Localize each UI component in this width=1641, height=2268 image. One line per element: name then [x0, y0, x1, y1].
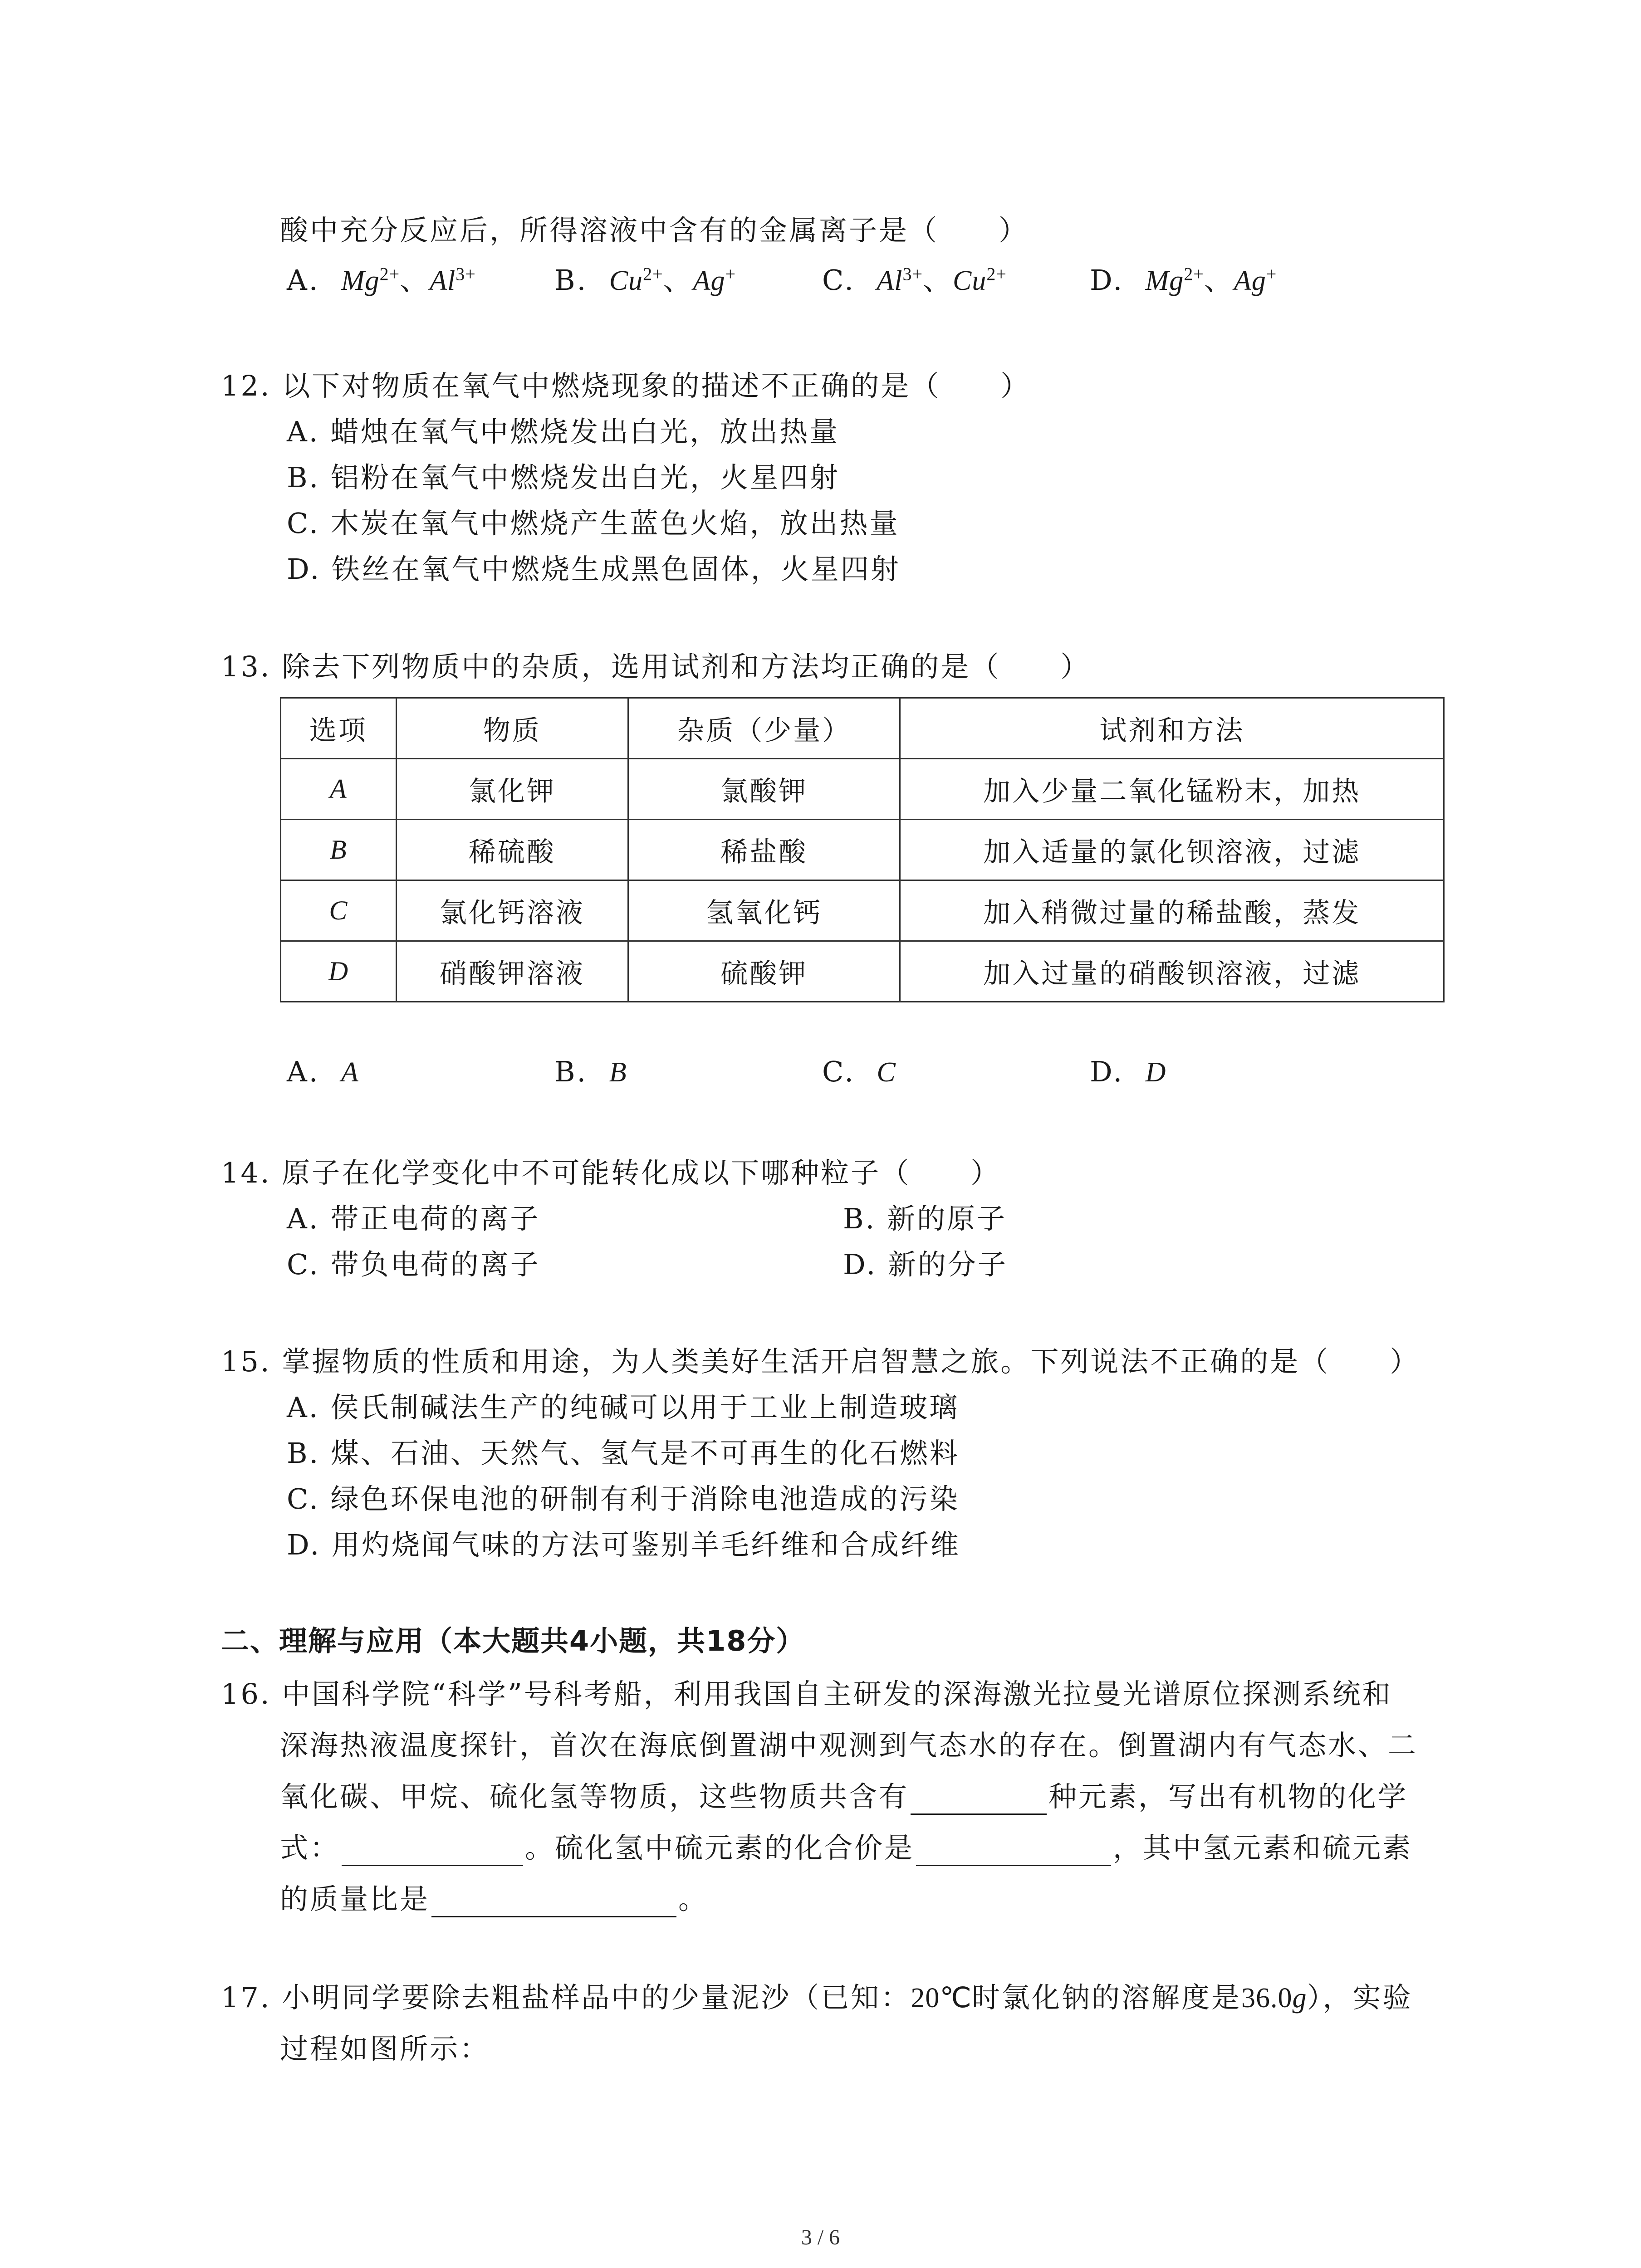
ion-formula: $Al^{3+}$ — [877, 264, 923, 296]
q13-option-a — [287, 1054, 359, 1090]
ion-formula: $Cu^{2+}$ — [953, 264, 1007, 296]
q15-option-d: D. 用灼烧闻气味的方法可鉴别羊毛纤维和合成纤维 — [287, 1528, 960, 1561]
q13-option-c — [822, 1054, 896, 1090]
table-cell: 氯化钾 — [396, 759, 628, 820]
q17-temperature: 20℃ — [911, 1983, 972, 2014]
table-cell: 氯酸钾 — [628, 759, 900, 820]
q11-option-d — [1090, 262, 1277, 299]
q14-option-a: A. 带正电荷的离子 — [287, 1202, 540, 1235]
ion-charge: 3+ — [456, 264, 476, 284]
q17-line-1 — [221, 1980, 1412, 2016]
option-label: A. — [287, 264, 320, 297]
table-cell: 氯化钙溶液 — [396, 880, 628, 941]
q16-text: 。 — [678, 1882, 709, 1916]
ion-formula: $Mg^{2+}$ — [341, 264, 400, 296]
answer-blank-element-count[interactable] — [911, 1786, 1047, 1815]
ion-charge: 3+ — [902, 264, 923, 284]
answer-blank-mass-ratio[interactable] — [431, 1889, 676, 1917]
table-cell: 加入适量的氯化钡溶液，过滤 — [900, 820, 1444, 880]
q11-stem-tail: 酸中充分反应后，所得溶液中含有的金属离子是（ ） — [280, 214, 1029, 247]
separator: 、 — [400, 264, 430, 297]
q14-option-d: D. 新的分子 — [843, 1248, 1008, 1281]
q12-option-a: A. 蜡烛在氧气中燃烧发出白光，放出热量 — [287, 415, 840, 448]
ion-charge: 2+ — [643, 264, 663, 284]
q15-option-b: B. 煤、石油、天然气、氢气是不可再生的化石燃料 — [287, 1437, 960, 1470]
q12-stem: 12. 以下对物质在氧气中燃烧现象的描述不正确的是（ ） — [221, 369, 1031, 402]
q16-line-5 — [280, 1881, 708, 1917]
table-cell-option: B — [281, 820, 397, 880]
q13-stem: 13. 除去下列物质中的杂质，选用试剂和方法均正确的是（ ） — [221, 650, 1091, 683]
table-cell: 加入过量的硝酸钡溶液，过滤 — [900, 941, 1444, 1002]
section-title: 二、理解与应用（本大题共4小题，共18分） — [221, 1624, 805, 1657]
q17-solubility: 36.0 — [1241, 1983, 1293, 2014]
table-cell: 氢氧化钙 — [628, 880, 900, 941]
q16-text: 式： — [280, 1831, 340, 1864]
option-label: D. — [1090, 264, 1124, 297]
ion-charge: 2+ — [1184, 264, 1204, 284]
ion-formula: $Mg^{2+}$ — [1145, 264, 1204, 296]
table-row — [281, 880, 1444, 941]
q12-option-d: D. 铁丝在氧气中燃烧生成黑色固体，火星四射 — [287, 552, 901, 586]
page-number: 3 / 6 — [801, 2225, 840, 2249]
ion-formula: Ag+ — [1234, 264, 1277, 296]
q14-stem: 14. 原子在化学变化中不可能转化成以下哪种粒子（ ） — [221, 1156, 1001, 1189]
table-cell: 稀盐酸 — [628, 820, 900, 880]
option-value: D — [1145, 1057, 1166, 1088]
q16-line-4 — [280, 1830, 1412, 1866]
ion-formula: $Al^{3+}$ — [430, 264, 476, 296]
option-value: A — [341, 1057, 359, 1088]
table-header-cell: 选项 — [281, 698, 397, 759]
q17-line-2: 过程如图所示： — [280, 2032, 490, 2065]
option-value: B — [609, 1057, 627, 1088]
ion-charge: + — [1266, 264, 1277, 284]
q14-option-c: C. 带负电荷的离子 — [287, 1248, 540, 1281]
q16-text: ，其中氢元素和硫元素 — [1113, 1831, 1413, 1864]
q11-option-c — [822, 262, 1007, 299]
separator: 、 — [1204, 264, 1234, 297]
q16-line-1: 16. 中国科学院“科学”号科考船，利用我国自主研发的深海激光拉曼光谱原位探测系统和 — [221, 1677, 1392, 1711]
separator: 、 — [923, 264, 953, 297]
ion-charge: 2+ — [986, 264, 1007, 284]
option-label: D. — [1090, 1055, 1124, 1088]
option-label: B. — [554, 264, 588, 297]
q11-option-a — [287, 262, 476, 299]
q17-text: 17. 小明同学要除去粗盐样品中的少量泥沙（已知： — [221, 1981, 911, 2014]
table-row — [281, 759, 1444, 820]
table-cell-option: D — [281, 941, 397, 1002]
q14-option-b: B. 新的原子 — [843, 1202, 1007, 1235]
answer-blank-sulfur-valence[interactable] — [916, 1838, 1111, 1866]
q16-text: 氧化碳、甲烷、硫化氢等物质，这些物质共含有 — [280, 1780, 909, 1813]
option-label: A. — [287, 1055, 320, 1088]
q17-text: 时氯化钠的溶解度是 — [971, 1981, 1241, 2014]
q16-text: 。硫化氢中硫元素的化合价是 — [525, 1831, 915, 1864]
q11-option-b — [554, 262, 736, 299]
table-cell-option: A — [281, 759, 397, 820]
q13-option-d — [1090, 1054, 1166, 1090]
table-cell-option: C — [281, 880, 397, 941]
separator: 、 — [663, 264, 693, 297]
q15-option-c: C. 绿色环保电池的研制有利于消除电池造成的污染 — [287, 1482, 960, 1515]
q15-option-a: A. 侯氏制碱法生产的纯碱可以用于工业上制造玻璃 — [287, 1391, 960, 1424]
table-header-cell: 试剂和方法 — [900, 698, 1444, 759]
q16-line-3 — [280, 1779, 1408, 1815]
q17-unit: g — [1292, 1983, 1307, 2014]
q16-line-2: 深海热液温度探针，首次在海底倒置湖中观测到气态水的存在。倒置湖内有气态水、二 — [280, 1729, 1418, 1762]
q12-option-b: B. 铝粉在氧气中燃烧发出白光，火星四射 — [287, 461, 840, 494]
q12-option-c: C. 木炭在氧气中燃烧产生蓝色火焰，放出热量 — [287, 507, 900, 540]
ion-formula: Ag+ — [693, 264, 736, 296]
table-cell: 硝酸钾溶液 — [396, 941, 628, 1002]
table-header-row — [281, 698, 1444, 759]
table-row — [281, 820, 1444, 880]
option-value: C — [877, 1057, 896, 1088]
table-cell: 稀硫酸 — [396, 820, 628, 880]
q13-option-b — [554, 1054, 627, 1090]
option-label: B. — [554, 1055, 588, 1088]
ion-charge: + — [725, 264, 736, 284]
q17-text: ），实验 — [1307, 1981, 1413, 2014]
table-header-cell: 杂质（少量） — [628, 698, 900, 759]
q16-text: 种元素，写出有机物的化学 — [1048, 1780, 1408, 1813]
option-label: C. — [822, 264, 855, 297]
answer-blank-organic-formula[interactable] — [342, 1838, 523, 1866]
table-cell: 加入少量二氧化锰粉末，加热 — [900, 759, 1444, 820]
table-cell: 加入稍微过量的稀盐酸，蒸发 — [900, 880, 1444, 941]
ion-charge: 2+ — [379, 264, 400, 284]
table-row — [281, 941, 1444, 1002]
q13-table — [280, 697, 1445, 1002]
table-header-cell: 物质 — [396, 698, 628, 759]
q15-stem: 15. 掌握物质的性质和用途，为人类美好生活开启智慧之旅。下列说法不正确的是（ ） — [221, 1345, 1420, 1378]
table-cell: 硫酸钾 — [628, 941, 900, 1002]
q16-text: 的质量比是 — [280, 1882, 430, 1916]
ion-formula: $Cu^{2+}$ — [609, 264, 663, 296]
option-label: C. — [822, 1055, 855, 1088]
